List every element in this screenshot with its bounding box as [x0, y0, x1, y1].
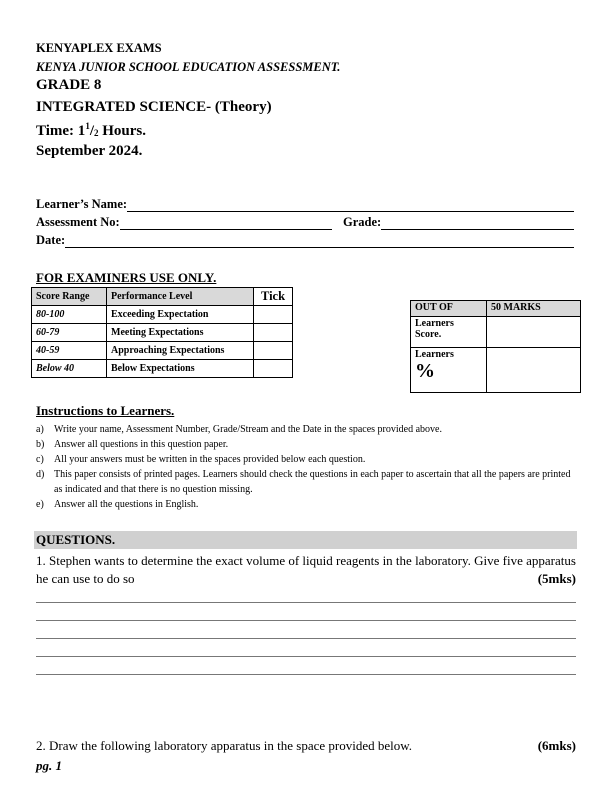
question-1 — [36, 552, 576, 588]
score-range-cell: 80-100 — [32, 306, 107, 324]
grade-heading: GRADE 8 — [36, 77, 102, 93]
time-heading: Time: $1^1/_2$ Hours. — [36, 121, 146, 139]
score-range-cell: Below 40 — [32, 360, 107, 378]
table-row — [32, 306, 293, 324]
assessment-no-field[interactable] — [36, 215, 332, 230]
grade-field[interactable] — [343, 215, 574, 230]
question-2 — [36, 738, 576, 754]
assessment-title: KENYA JUNIOR SCHOOL EDUCATION ASSESSMENT. — [36, 60, 341, 74]
exam-org: KENYAPLEX EXAMS — [36, 41, 162, 55]
col-score-range: Score Range — [32, 288, 107, 306]
learner-name-field[interactable] — [36, 197, 574, 212]
score-range-cell: 60-79 — [32, 324, 107, 342]
page-number: pg. 1 — [36, 758, 62, 773]
learner-score-cell[interactable] — [487, 317, 581, 348]
instructions-list — [36, 422, 576, 512]
percent-symbol: % — [415, 360, 435, 382]
learner-percent-label: Learners — [415, 349, 454, 360]
examiners-title: FOR EXAMINERS USE ONLY. — [36, 270, 217, 285]
performance-level-cell: Approaching Expectations — [107, 342, 254, 360]
answer-line[interactable] — [36, 674, 576, 675]
marks-table — [410, 300, 581, 393]
performance-level-cell: Exceeding Expectation — [107, 306, 254, 324]
learner-score-label: Learners Score. — [411, 317, 487, 348]
question-1-marks: (5mks) — [537, 571, 576, 586]
performance-level-cell: Below Expectations — [107, 360, 254, 378]
list-item: e) Answer all the questions in English. — [36, 499, 199, 510]
tick-cell[interactable] — [254, 342, 293, 360]
table-row — [32, 324, 293, 342]
answer-line[interactable] — [36, 656, 576, 657]
list-item: d) This paper consists of printed pages. Learners should check the questions in each paper to ascertain that all the papers are printed as indicated and that there is no question missing. — [36, 469, 571, 495]
grade-line[interactable] — [381, 217, 574, 230]
list-item: a) Write your name, Assessment Number, Grade/Stream and the Date in the spaces provided above. — [36, 424, 442, 435]
performance-table — [31, 287, 293, 378]
questions-heading-bar — [34, 531, 577, 549]
col-performance-level: Performance Level — [107, 288, 254, 306]
subject-heading: INTEGRATED SCIENCE- (Theory) — [36, 99, 272, 115]
date-line[interactable] — [65, 235, 574, 248]
instructions-title: Instructions to Learners. — [36, 403, 175, 418]
assessment-no-line[interactable] — [120, 217, 332, 230]
out-of-header: OUT OF — [411, 301, 487, 317]
learner-percent-label-cell — [411, 348, 487, 393]
learner-name-line[interactable] — [127, 199, 574, 212]
question-1-text: 1. Stephen wants to determine the exact volume of liquid reagents in the laboratory. Give five apparatus he can use to do so — [36, 553, 576, 586]
list-item: c) All your answers must be written in the spaces provided below each question. — [36, 454, 366, 465]
col-tick: Tick — [254, 288, 293, 306]
question-2-marks: (6mks) — [537, 738, 576, 753]
questions-heading: QUESTIONS. — [36, 532, 116, 547]
date-heading: September 2024. — [36, 143, 143, 159]
list-item: b) Answer all questions in this question paper. — [36, 439, 229, 450]
learner-percent-cell[interactable] — [487, 348, 581, 393]
score-range-cell: 40-59 — [32, 342, 107, 360]
tick-cell[interactable] — [254, 360, 293, 378]
performance-level-cell: Meeting Expectations — [107, 324, 254, 342]
date-label: Date: — [36, 233, 66, 247]
tick-cell[interactable] — [254, 306, 293, 324]
question-2-text: 2. Draw the following laboratory apparatus in the space provided below. — [36, 738, 413, 753]
date-field[interactable] — [36, 233, 574, 248]
table-row — [32, 342, 293, 360]
tick-cell[interactable] — [254, 324, 293, 342]
grade-label: Grade: — [343, 215, 382, 229]
total-marks-header: 50 MARKS — [487, 301, 581, 317]
learner-name-label: Learner’s Name: — [36, 197, 128, 211]
answer-line[interactable] — [36, 602, 576, 603]
answer-line[interactable] — [36, 620, 576, 621]
assessment-no-label: Assessment No: — [36, 215, 120, 229]
answer-line[interactable] — [36, 638, 576, 639]
table-row — [32, 360, 293, 378]
